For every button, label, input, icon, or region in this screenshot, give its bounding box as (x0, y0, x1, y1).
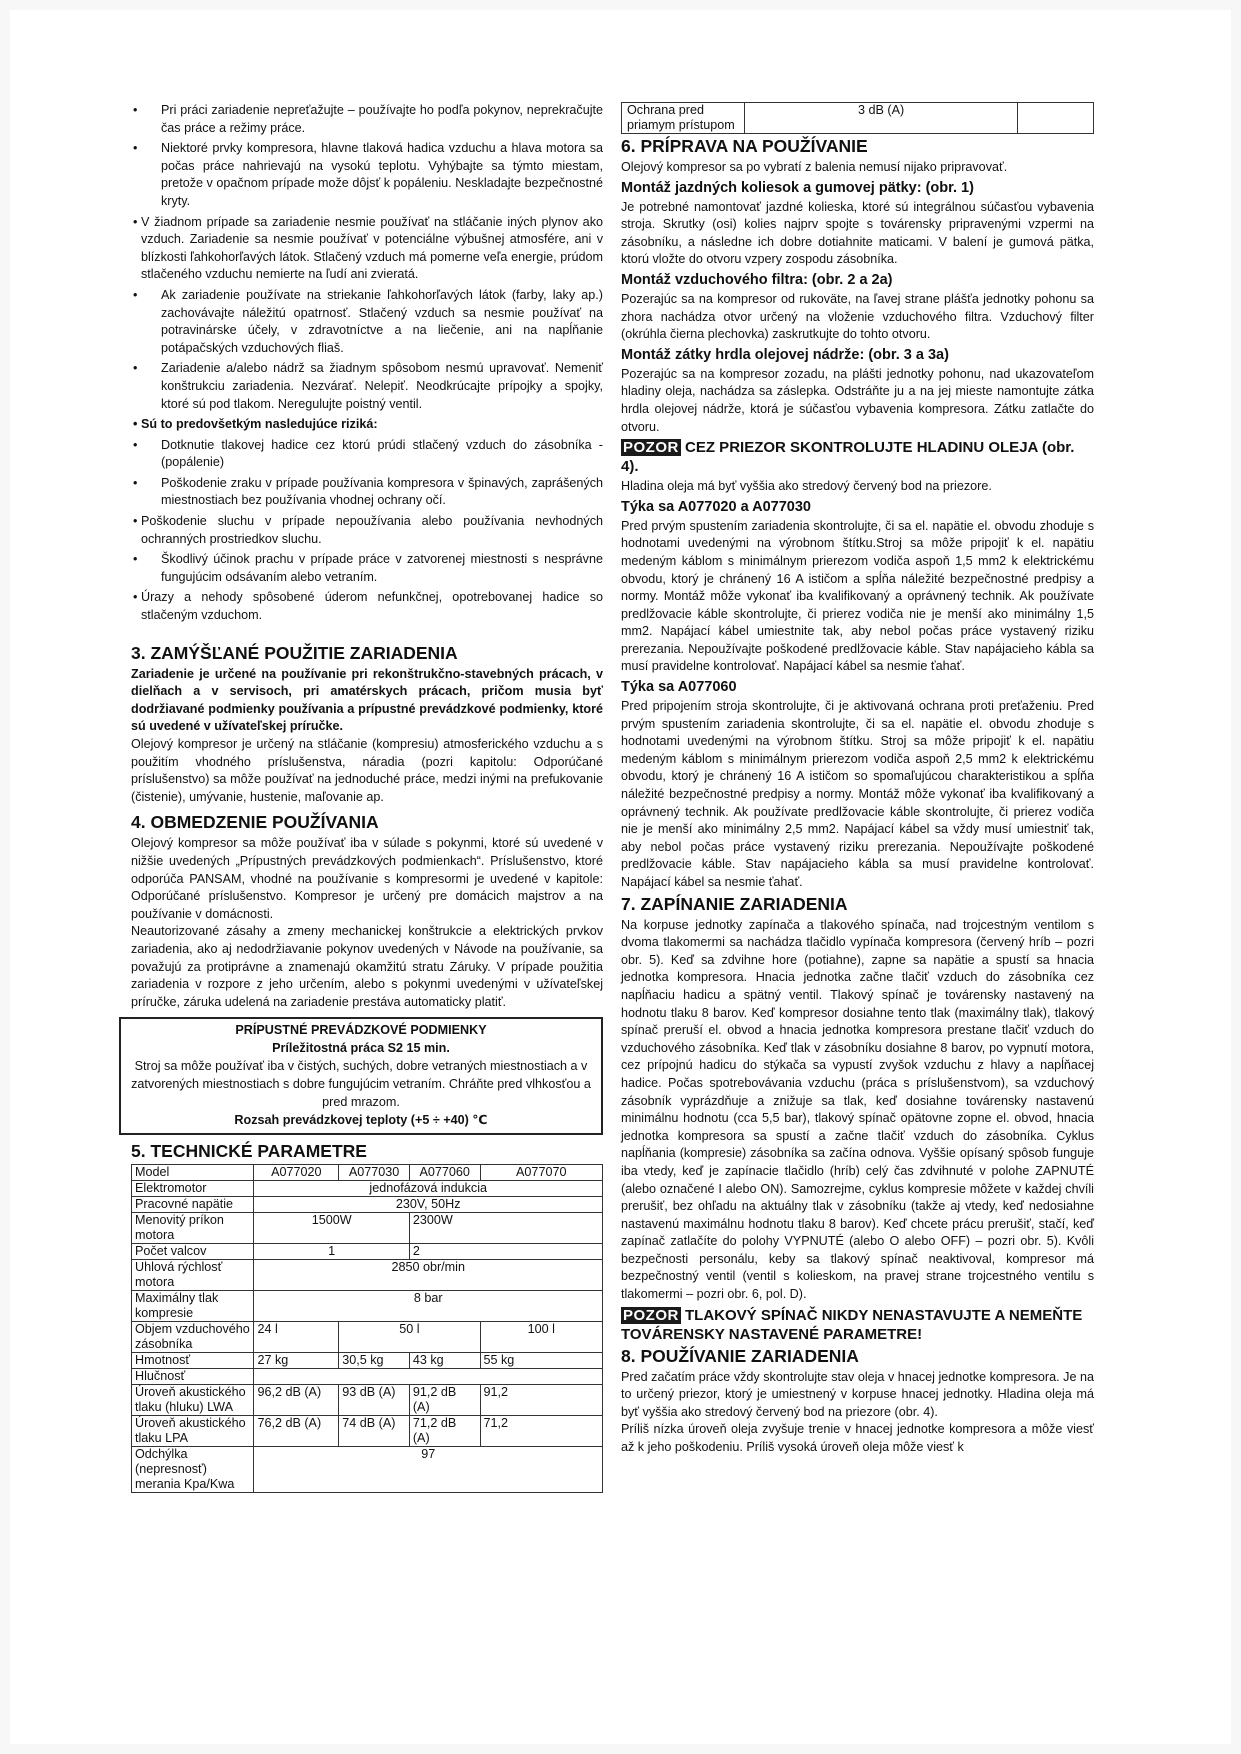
list-item: • Niektoré prvky kompresora, hlavne tlaková hadica vzduchu a hlava motora sa počas práce nahrievajú na vysokú teplotu. Vyhýbajte sa týmto miestam, pretože v opačnom prípade može dôjsť k popáleniu. Neskladajte bezpečnostné kryty. (131, 140, 603, 210)
table-cell: Hmotnosť (132, 1353, 254, 1369)
right-column (621, 102, 1094, 1457)
oil-level-paragraph: Hladina oleja má byť vyššia ako stredový červený bod na priezore. (621, 479, 992, 494)
section-7-heading: 7. ZAPÍNANIE ZARIADENIA (621, 893, 848, 914)
table-row (132, 1165, 603, 1181)
list-item: • Zariadenie a/alebo nádrž sa žiadnym spôsobom nesmú upravovať. Nemeniť konštrukciu zariadenia. Nezvárať. Nelepiť. Neodkrúcajte prípojky a spojky, ktoré sú pod tlakom. Neregulujte poistný ventil. (131, 360, 603, 413)
oil-plug-heading: Montáž zátky hrdla olejovej nádrže: (obr. 3 a 3a) (621, 346, 949, 363)
oil-level-warning (621, 438, 1094, 476)
table-cell: 71,2 (480, 1416, 603, 1447)
table-cell: Maximálny tlak kompresie (132, 1291, 254, 1322)
section-7-paragraph: Na korpuse jednotky zapínača a tlakového spínača, nad trojcestným ventilom s dvoma tlakomermi sa nachádza tlačidlo vypínača kompresora (červený hríb – pozri obr. 5). Keď sa zdvihne hore (potiahne), zapne sa napätie a spustí sa hnacia jednotka kompresora. Hnacia jednotka začne tlačiť vzduch do zásobníka cez napĺňaciu hadicu a spätný ventil. Tlakový spínač je továrensky nastavený na hodnotu tlaku 8 barov. Keď kompresor dosiahne tento tlak (maximálny tlak), tlakový spínač preruší el. obvod a hnacia jednotka kompresora prestane tlačiť vzduch do vzduchového zásobníka. Keď tlak v zásobníku dosiahne 8 barov, po vypnutí motora, cez prípojnú hadicu do stýkača sa vypustí zvyšok vzduchu z hlavy a napĺňacej hadice. Počas spotrebovávania vzduchu (práca s príslušenstvom), sa vzduchový zásobník vyprázdňuje a znižuje sa tlak, keď dosiahne továrensky nastavenú minimálnu hodnotu (cca 5,5 bar), tlakový spínač opätovne zopne el. obvod, hnacia jednotka kompresora sa spustí a začne tlačiť vzduch do zásobníka. Cyklus napĺňania (kompresie) zásobníka sa začína odnova. Vyššie opísaný spôsob funguje iba vtedy, keď je zapínacie tlačidlo (hríb) celý čas zdvihnuté v polohe ZAPNUTÉ (alebo označené I alebo ON). Samozrejme, cyklus kompresie môžete v každej chvíli prerušiť, bez ohľadu na aktuálny tlak v zásobníku (takže aj vtedy, keď nedosiahne nastavenú maximálnu hodnotu tlaku 8 barov). Keď chcete prácu prerušiť, stačí, keď zapínač zatlačíte do polohy VYPNUTÉ (alebo O alebo OFF) – pozri obr. 5). Kvôli bezpečnosti personálu, keby sa tlakový spínač neaktivoval, kompresor má bezpečnostný ventil (ventil s kolieskom, na pravej strane trojcestného ventilu s tlakomermi – pozri obr. 6, pol. D). (621, 917, 1094, 1302)
a077020-heading: Týka sa A077020 a A077030 (621, 498, 811, 515)
list-item: • Sú to predovšetkým nasledujúce riziká: (131, 416, 603, 434)
table-header-cell: A077020 (254, 1165, 339, 1181)
wheels-heading: Montáž jazdných koliesok a gumovej pätky: (obr. 1) (621, 179, 974, 196)
a077060-paragraph: Pred pripojením stroja skontrolujte, či je aktivovaná ochrana proti preťaženiu. Pred prvým spustením zariadenia skontrolujte, či sa el. napätie el. obvodu zhoduje s hodnotami uvedenými na výrobnom štítku. Stroj sa môže pripojiť k el. napätiu medeným káblom s minimálnym prierezom vodiča aspoň 2,5 mm2 k elektrickému obvodu, ktorý je chránený 16 A ističom so spomaľujúcou charakteristikou a spĺňa náležité bezpečnostné predpisy a normy. Montáž môže vykonať iba kvalifikovaný a oprávnený technik. Ak používate predlžovacie káble skontrolujte, či prierez vodiča nie je menší ako minimálny 2,5 mm2. Napájací kábel sa vždy musí umiestniť tak, aby nebol počas práce vystavený riziku prerezania. Nepoužívajte poškodené predlžovacie káble. Stav napájacieho kábla sa musí pravidelne kontrolovať. Napájací kábel sa nesmie ťahať. (621, 699, 1094, 889)
box-temperature: Rozsah prevádzkovej teploty (+5 ÷ +40) ℃ (234, 1113, 488, 1128)
table-row (622, 103, 1094, 134)
section-6-intro: Olejový kompresor sa po vybratí z balenia nemusí nijako pripravovať. (621, 160, 1008, 174)
pozor-label: POZOR (623, 439, 679, 457)
table-row (132, 1213, 603, 1244)
list-item: • Úrazy a nehody spôsobené úderom nefunkčnej, opotrebovanej hadice so stlačeným vzduchom. (131, 589, 603, 624)
table-cell: 2 (409, 1244, 602, 1260)
oil-plug-paragraph: Pozerajúc sa na kompresor zozadu, na plášti jednotky pohonu, nad ukazovateľom hladiny oleja, nachádza sa záslepka. Odstráňte ju a na jej mieste namontujte zátka hrdla olejovej nádrže, ktorá je súčasťou vybavenia kompresora. Zátku zatlačte do otvoru. (621, 366, 1094, 434)
section-5-heading: 5. TECHNICKÉ PARAMETRE (131, 1141, 367, 1162)
table-cell: 50 l (339, 1322, 480, 1353)
table-cell: 100 l (480, 1322, 603, 1353)
table-cell: 24 l (254, 1322, 339, 1353)
table-row (132, 1369, 603, 1385)
table-row (132, 1353, 603, 1369)
a077060-heading: Týka sa A077060 (621, 679, 737, 696)
list-item: • Škodlivý účinok prachu v prípade práce v zatvorenej miestnosti s nesprávne fungujúcim odsávaním alebo vetraním. (131, 551, 603, 586)
table-row (132, 1322, 603, 1353)
table-header-cell: Model (132, 1165, 254, 1181)
operating-conditions-box (119, 1017, 603, 1135)
table-cell: Úroveň akustického tlaku LPA (132, 1416, 254, 1447)
a077020-paragraph: Pred prvým spustením zariadenia skontrolujte, či sa el. napätie el. obvodu zhoduje s hodnotami uvedenými na výrobnom štítku.Stroj sa môže pripojiť k el. napätiu medeným káblom s minimálnym prierezom vodiča aspoň 1,5 mm2 k elektrickému obvodu, ktorý je chránený 16 A ističom a spĺňa náležité bezpečnostné predpisy a normy. Montáž môže vykonať iba kvalifikovaný a oprávnený technik. Ak používate predlžovacie káble skontrolujte, či prierez vodiča nie je menší ako minimálny 1,5 mm2. Napájací kábel umiestnite tak, aby nebol počas práce vystavený riziku prerezania. Nepoužívajte poškodené predlžovacie káble. Stav napájacieho kábla sa musí pravidelne kontrolovať. Napájací kábel sa nesmie ťahať. (621, 518, 1094, 674)
filter-heading: Montáž vzduchového filtra: (obr. 2 a 2a) (621, 271, 893, 288)
table-cell: 2850 obr/min (254, 1260, 603, 1291)
table-cell: Odchýlka (nepresnosť) merania Kpa/Kwa (132, 1447, 254, 1493)
table-cell: 230V, 50Hz (254, 1197, 603, 1213)
table-row (132, 1291, 603, 1322)
page (10, 10, 1231, 1744)
table-row (132, 1447, 603, 1493)
section-3-paragraph: Olejový kompresor je určený na stláčanie (kompresiu) atmosferického vzduchu a s použitím vhodného príslušenstva, náradia (pozri kapitolu: Odporúčané príslušenstvo) sa môže používať na jednoduché práce, medzi inými na prefukovanie (čistenie), umývanie, hustenie, maľovanie ap. (131, 737, 603, 804)
table-cell: 43 kg (409, 1353, 480, 1369)
table-cell (254, 1369, 603, 1385)
section-6-heading: 6. PRÍPRAVA NA POUŽÍVANIE (621, 136, 868, 156)
table-cell: 1500W (254, 1213, 409, 1244)
table-cell: 30,5 kg (339, 1353, 410, 1369)
table-row (132, 1197, 603, 1213)
list-item (131, 214, 603, 284)
section-4-paragraph: Olejový kompresor sa môže používať iba v súlade s pokynmi, ktoré sú uvedené v nižšie uvedených „Prípustných prevádzkových podmienkach“. Príslušenstvo, ktoré odporúča PANSAM, vhodné na používanie s kompresormi je uvedené v kapitole: Odporúčané príslušenstvo. Kompresor je určený pre domácich majstrov a na používanie v domácnosti. (131, 836, 603, 921)
table-header-cell: A077060 (409, 1165, 480, 1181)
section-4-heading: 4. OBMEDZENIE POUŽÍVANIA (131, 812, 379, 833)
table-cell: 74 dB (A) (339, 1416, 410, 1447)
table-cell (1018, 103, 1094, 134)
table-cell: Hlučnosť (132, 1369, 254, 1385)
table-cell: Uhlová rýchlosť motora (132, 1260, 254, 1291)
table-row (132, 1416, 603, 1447)
box-text: Stroj sa môže používať iba v čistých, suchých, dobre vetraných miestnostiach a v zatvorených miestnostiach s dobre fungujúcim vetraním. Chráňte pred vlhkosťou a pred mrazom. (131, 1059, 591, 1110)
noise-protection-table (621, 102, 1094, 134)
list-item-text: V žiadnom prípade sa zariadenie nesmie používať na stláčanie iných plynov ako vzduch. Zariadenie sa nesmie používať v potenciálne výbušnej atmosfére, ani v blízkosti ľahkohorľavých látok. Stlačený vzduch má pomerne veľa energie, prúdom stlačeného vzduchu nemierte na ľudí ani zvieratá. (141, 214, 603, 282)
list-item: • Dotknutie tlakovej hadice cez ktorú prúdi stlačený vzduch do zásobníka - (popálenie) (131, 437, 603, 472)
section-3-heading: 3. ZAMÝŠĽANÉ POUŽITIE ZARIADENIA (131, 642, 458, 663)
section-3-bold-paragraph: Zariadenie je určené na používanie pri rekonštrukčno-stavebných prácach, v dielňach a v servisoch, pri amatérskych prácach, pričom musia byť dodržiavané podmienky používania a prípustné prevádzkové podmienky, ktoré sú uvedené v užívateľskej príručke. (131, 666, 603, 734)
technical-parameters-table (131, 1164, 603, 1493)
filter-paragraph: Pozerajúc sa na kompresor od rukoväte, na ľavej strane plášťa jednotky pohonu sa zhora nachádza otvor určený na vloženie vzduchového filtra. Vzduchový filter (okrúhla čierna plechovka) zaskrutkujte do tohto otvoru. (621, 291, 1094, 342)
box-subtitle: Príležitostná práca S2 15 min. (272, 1041, 450, 1056)
table-cell: Pracovné napätie (132, 1197, 254, 1213)
section-4-paragraph: Neautorizované zásahy a zmeny mechanickej konštrukcie a elektrických prvkov zariadenia, ako aj nedodržiavanie pokynov uvedených v Návode na používanie, sa považujú za protiprávne a znamenajú okamžitú stratu Záruky. V prípade použitia zariadenia v rozpore z jeho určením, alebo s pokynmi uvedenými v užívateľskej príručke, záruka udelená na zariadenie prestáva automaticky platiť. (131, 924, 603, 1009)
table-cell: Počet valcov (132, 1244, 254, 1260)
table-row (132, 1181, 603, 1197)
warning-text: TLAKOVÝ SPÍNAČ NIKDY NENASTAVUJTE A NEMEŇTE TOVÁRENSKY NASTAVENÉ PARAMETRE! (621, 1306, 1083, 1343)
warning-text: CEZ PRIEZOR SKONTROLUJTE HLADINU OLEJA (obr. 4). (621, 439, 1075, 476)
table-cell: 71,2 dB (A) (409, 1416, 480, 1447)
box-title: PRÍPUSTNÉ PREVÁDZKOVÉ PODMIENKY (235, 1023, 487, 1038)
section-8-paragraph: Pred začatím práce vždy skontrolujte stav oleja v hnacej jednotke kompresora. Je na to určený priezor, ktorý je umiestnený v korpuse hnacej jednotky. Hladina oleja má byť vyššia ako stredový červený bod na priezore (obr. 4). (621, 1369, 1094, 1419)
pressure-switch-warning (621, 1306, 1094, 1344)
left-column (131, 102, 603, 1493)
table-cell: 91,2 dB (A) (409, 1385, 480, 1416)
table-cell: Úroveň akustického tlaku (hluku) LWA (132, 1385, 254, 1416)
section-8-heading: 8. POUŽÍVANIE ZARIADENIA (621, 1345, 859, 1366)
table-cell: 55 kg (480, 1353, 603, 1369)
table-cell: Elektromotor (132, 1181, 254, 1197)
table-row (132, 1260, 603, 1291)
table-cell: 1 (254, 1244, 409, 1260)
table-cell: jednofázová indukcia (254, 1181, 603, 1197)
table-cell: Menovitý príkon motora (132, 1213, 254, 1244)
table-cell: Objem vzduchového zásobníka (132, 1322, 254, 1353)
wheels-paragraph: Je potrebné namontovať jazdné kolieska, ktoré sú integrálnou súčasťou vybavenia stroja. Skrutky (osi) kolies najprv spojte s továrensky pripravenými vzpermi na zásobníku, a následne ich dobre dotiahnite maticami. V balení je gumová pätka, ktorú vložte do otvoru vzpery zospodu zásobníka. (621, 199, 1094, 267)
list-item: • Poškodenie zraku v prípade používania kompresora v špinavých, zaprášených miestnostiach bez používania vhodnej ochrany očí. (131, 475, 603, 510)
table-cell: 97 (254, 1447, 603, 1493)
table-cell: 2300W (409, 1213, 602, 1244)
table-header-cell: A077030 (339, 1165, 410, 1181)
safety-bullet-list (131, 102, 603, 625)
table-cell: 76,2 dB (A) (254, 1416, 339, 1447)
table-cell: 8 bar (254, 1291, 603, 1322)
table-cell: 96,2 dB (A) (254, 1385, 339, 1416)
section-8-paragraph: Príliš nízka úroveň oleja zvyšuje trenie v hnacej jednotke kompresora a môže viesť až k jeho poškodeniu. Príliš vysoká úroveň oleja môže viesť k (621, 1422, 1094, 1455)
table-cell: 93 dB (A) (339, 1385, 410, 1416)
table-cell: 91,2 (480, 1385, 603, 1416)
table-cell: Ochrana pred priamym prístupom (622, 103, 745, 134)
table-header-cell: A077070 (480, 1165, 603, 1181)
pozor-label: POZOR (623, 1306, 679, 1324)
table-row (132, 1385, 603, 1416)
table-row (132, 1244, 603, 1260)
list-item: • Ak zariadenie používate na striekanie ľahkohorľavých látok (farby, laky ap.) zachovávajte náležitú opatrnosť. Stlačený vzduch sa nesmie používať na potravinárske účely, v zdravotníctve a na liečenie, ani na napĺňanie potápačských vzduchových fliaš. (131, 287, 603, 357)
list-item: • Poškodenie sluchu v prípade nepoužívania alebo používania nevhodných ochranných prostriedkov sluchu. (131, 513, 603, 548)
table-cell: 3 dB (A) (744, 103, 1018, 134)
list-item: • Pri práci zariadenie nepreťažujte – používajte ho podľa pokynov, neprekračujte čas práce a režimy práce. (131, 102, 603, 137)
table-cell: 27 kg (254, 1353, 339, 1369)
